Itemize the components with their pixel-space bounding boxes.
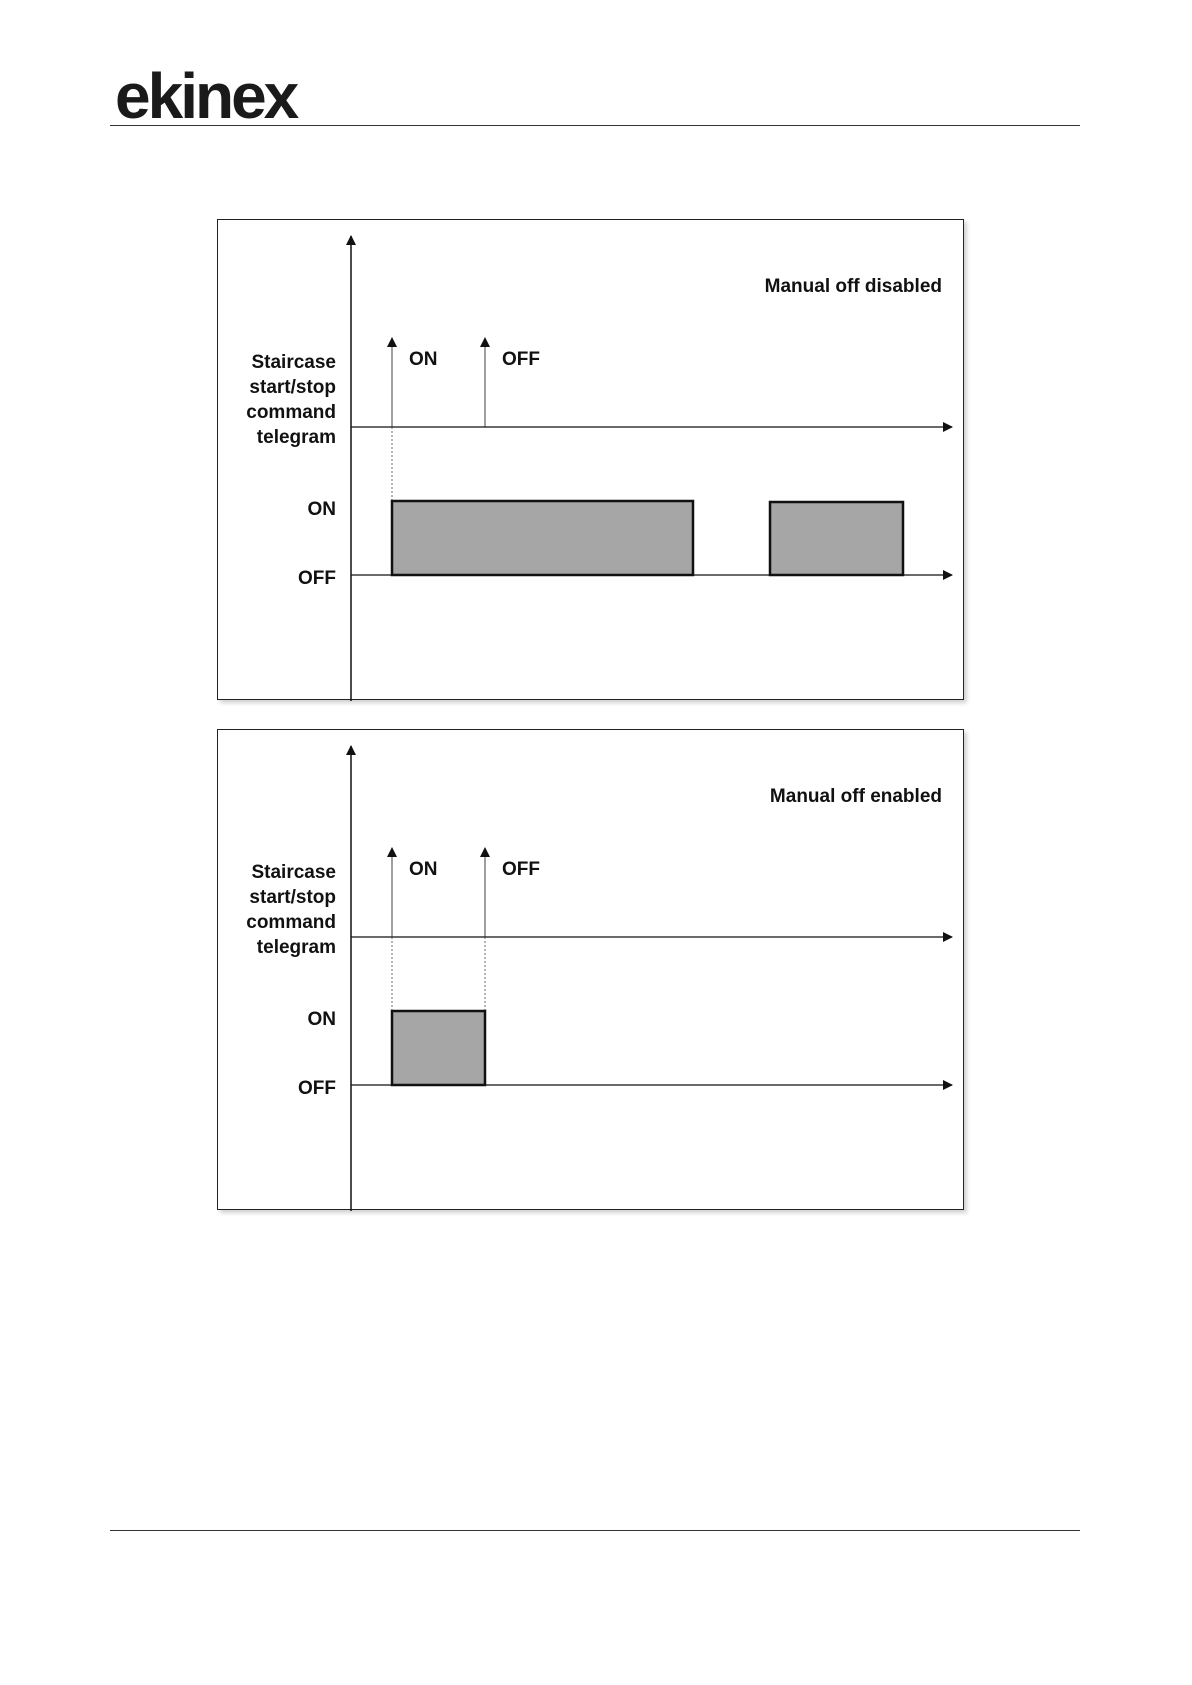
- on-event-label: ON: [409, 859, 438, 880]
- state-on-label: ON: [307, 499, 336, 520]
- footer-rule: [110, 1530, 1080, 1531]
- on-event-label: ON: [409, 349, 438, 370]
- header-rule: [110, 125, 1080, 126]
- command-label-line: command: [246, 912, 336, 933]
- state-on-label: ON: [307, 1009, 336, 1030]
- diagram-panel-manual-off-enabled: [217, 729, 964, 1210]
- ekinex-logo: [115, 68, 355, 126]
- off-event-label: OFF: [502, 349, 540, 370]
- timing-diagram: [218, 730, 965, 1211]
- command-label-line: Staircase: [251, 862, 336, 883]
- panel-title: Manual off enabled: [769, 786, 942, 807]
- output-pulse: [392, 501, 693, 575]
- state-off-label: OFF: [298, 1078, 336, 1099]
- output-pulse: [392, 1011, 485, 1085]
- command-label-line: start/stop: [249, 887, 336, 908]
- command-label-line: start/stop: [249, 377, 336, 398]
- state-off-label: OFF: [298, 568, 336, 589]
- command-label-line: telegram: [256, 937, 336, 958]
- panel-title: Manual off disabled: [764, 276, 942, 297]
- command-label-line: telegram: [256, 427, 336, 448]
- command-label-line: command: [246, 402, 336, 423]
- output-pulse: [770, 502, 903, 575]
- command-label-line: Staircase: [251, 352, 336, 373]
- off-event-label: OFF: [502, 859, 540, 880]
- logo-text: ekinex: [115, 68, 297, 126]
- timing-diagram: [218, 220, 965, 701]
- diagram-panel-manual-off-disabled: [217, 219, 964, 700]
